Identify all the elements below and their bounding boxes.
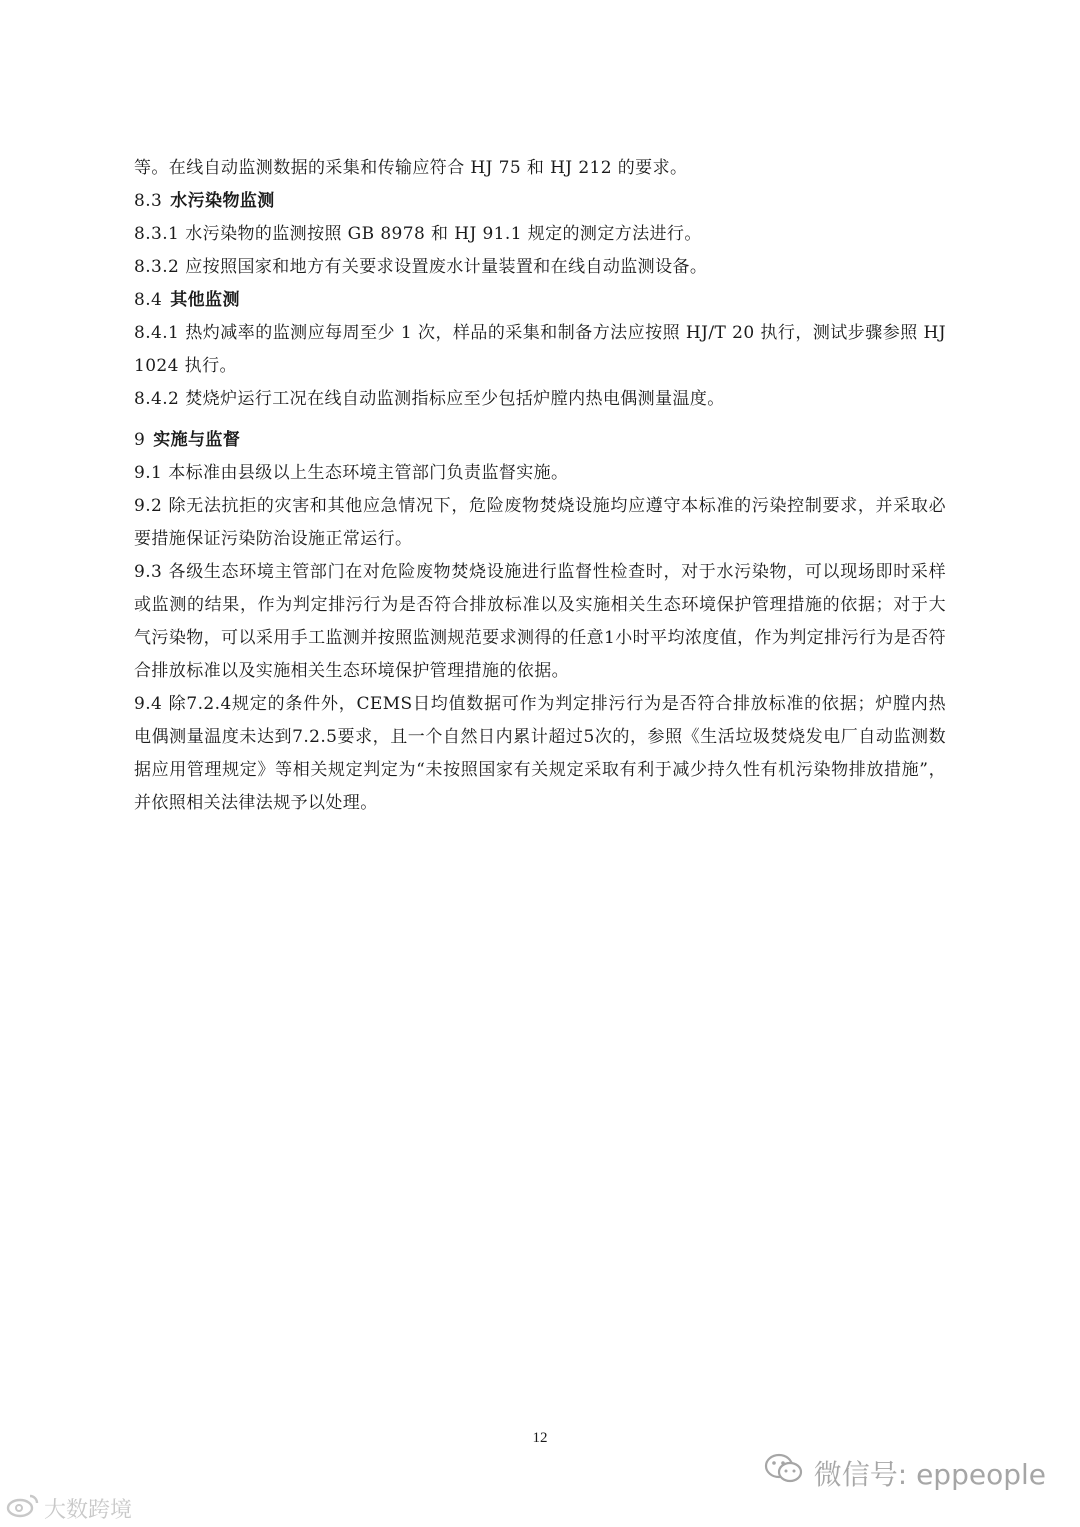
section-heading-9: [134, 424, 946, 457]
clause-number: 9.4: [134, 694, 163, 714]
weibo-icon: [6, 1492, 40, 1524]
clause-number: 9.1: [134, 463, 163, 483]
wechat-icon: [764, 1452, 804, 1493]
clause-8-4-2: [134, 383, 946, 416]
heading-text: 其他监测: [170, 290, 240, 310]
document-body: [134, 152, 946, 820]
heading-text: 实施与监督: [153, 430, 241, 450]
heading-number: 9: [134, 430, 146, 450]
section-heading-8-3: [134, 185, 946, 218]
clause-text: 应按照国家和地方有关要求设置废水计量装置和在线自动监测设备。: [185, 257, 708, 277]
clause-text: 热灼减率的监测应每周至少 1 次，样品的采集和制备方法应按照 HJ/T 20 执行，测试步骤参照 HJ 1024 执行。: [134, 323, 946, 376]
clause-text: 除无法抗拒的灾害和其他应急情况下，危险废物焚烧设施均应遵守本标准的污染控制要求，并采取必要措施保证污染防治设施正常运行。: [134, 496, 946, 549]
heading-number: 8.4: [134, 290, 163, 310]
paragraph-continuation: 等。在线自动监测数据的采集和传输应符合 HJ 75 和 HJ 212 的要求。: [134, 158, 688, 178]
clause-text: 水污染物的监测按照 GB 8978 和 HJ 91.1 规定的测定方法进行。: [185, 224, 702, 244]
clause-9-1: [134, 457, 946, 490]
weibo-account: 大数跨境: [44, 1497, 133, 1523]
clause-9-2: [134, 490, 946, 556]
clause-number: 9.3: [134, 562, 163, 582]
clause-number: 8.4.2: [134, 389, 180, 409]
clause-8-3-1: [134, 218, 946, 251]
clause-text: 除7.2.4规定的条件外，CEMS日均值数据可作为判定排污行为是否符合排放标准的依据；炉膛内热电偶测量温度未达到7.2.5要求，且一个自然日内累计超过5次的，参照《生活垃圾焚烧发电厂自动监测数据应用管理规定》等相关规定判定为“未按照国家有关规定采取有利于减少持久性有机污染物排放措施”，并依照相关法律法规予以处理。: [134, 694, 946, 813]
clause-8-4-1: [134, 317, 946, 383]
page-number: 12: [532, 1430, 548, 1446]
wechat-id: 微信号: eppeople: [813, 1457, 1046, 1491]
heading-text: 水污染物监测: [170, 191, 275, 211]
clause-8-3-2: [134, 251, 946, 284]
wechat-watermark: [764, 1452, 1046, 1493]
clause-number: 9.2: [134, 496, 163, 516]
clause-number: 8.3.1: [134, 224, 180, 244]
clause-text: 本标准由县级以上生态环境主管部门负责监督实施。: [168, 463, 569, 483]
section-gap: [134, 416, 946, 424]
clause-number: 8.3.2: [134, 257, 180, 277]
heading-number: 8.3: [134, 191, 163, 211]
section-heading-8-4: [134, 284, 946, 317]
clause-text: 焚烧炉运行工况在线自动监测指标应至少包括炉膛内热电偶测量温度。: [185, 389, 725, 409]
clause-number: 8.4.1: [134, 323, 180, 343]
weibo-watermark: [6, 1492, 132, 1524]
clause-9-3: [134, 556, 946, 688]
clause-text: 各级生态环境主管部门在对危险废物焚烧设施进行监督性检查时，对于水污染物，可以现场即时采样或监测的结果，作为判定排污行为是否符合排放标准以及实施相关生态环境保护管理措施的依据；对于大气污染物，可以采用手工监测并按照监测规范要求测得的任意1小时平均浓度值，作为判定排污行为是否符合排放标准以及实施相关生态环境保护管理措施的依据。: [134, 562, 946, 681]
clause-9-4: [134, 688, 946, 820]
